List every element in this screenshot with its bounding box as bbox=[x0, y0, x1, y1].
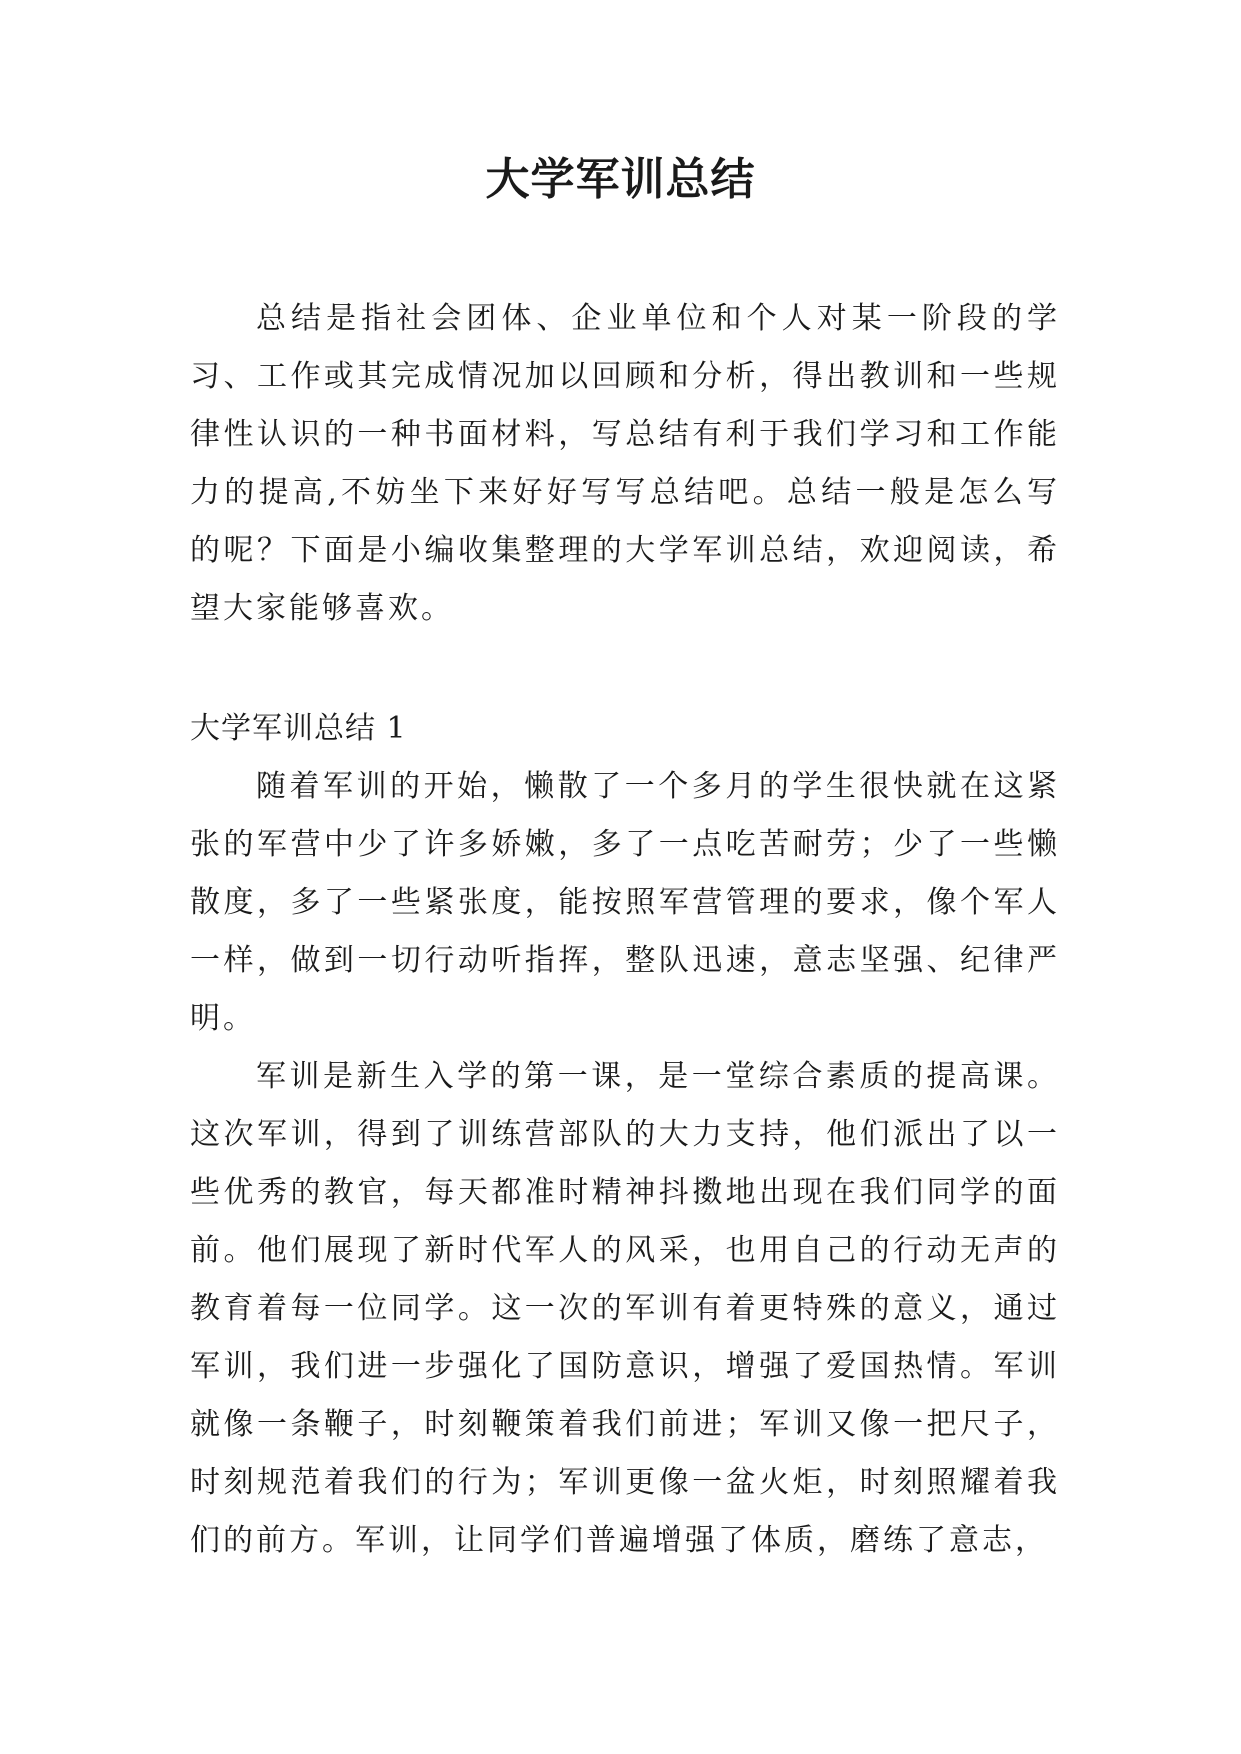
document-title: 大学军训总结 bbox=[485, 154, 756, 205]
body-paragraph-1: 随着军训的开始，懒散了一个多月的学生很快就在这紧张的军营中少了许多娇嫩，多了一点吃苦耐劳；少了一些懒散度，多了一些紧张度，能按照军营管理的要求，像个军人一样，做到一切行动听指挥，整队迅速，意志坚强、纪律严明。 bbox=[190, 769, 1060, 1036]
body-paragraph-2: 军训是新生入学的第一课，是一堂综合素质的提高课。这次军训，得到了训练营部队的大力支持，他们派出了以一些优秀的教官，每天都准时精神抖擞地出现在我们同学的面前。他们展现了新时代军人的风采，也用自己的行动无声的教育着每一位同学。这一次的军训有着更特殊的意义，通过军训，我们进一步强化了国防意识，增强了爱国热情。军训就像一条鞭子，时刻鞭策着我们前进；军训又像一把尺子，时刻规范着我们的行为；军训更像一盆火炬，时刻照耀着我们的前方。军训，让同学们普遍增强了体质，磨练了意志， bbox=[190, 1059, 1060, 1558]
intro-paragraph: 总结是指社会团体、企业单位和个人对某一阶段的学习、工作或其完成情况加以回顾和分析，得出教训和一些规律性认识的一种书面材料，写总结有利于我们学习和工作能力的提高,不妨坐下来好好写写总结吧。总结一般是怎么写的呢？下面是小编收集整理的大学军训总结，欢迎阅读，希望大家能够喜欢。 bbox=[190, 301, 1060, 626]
section-heading: 大学军训总结 1 bbox=[190, 711, 407, 746]
